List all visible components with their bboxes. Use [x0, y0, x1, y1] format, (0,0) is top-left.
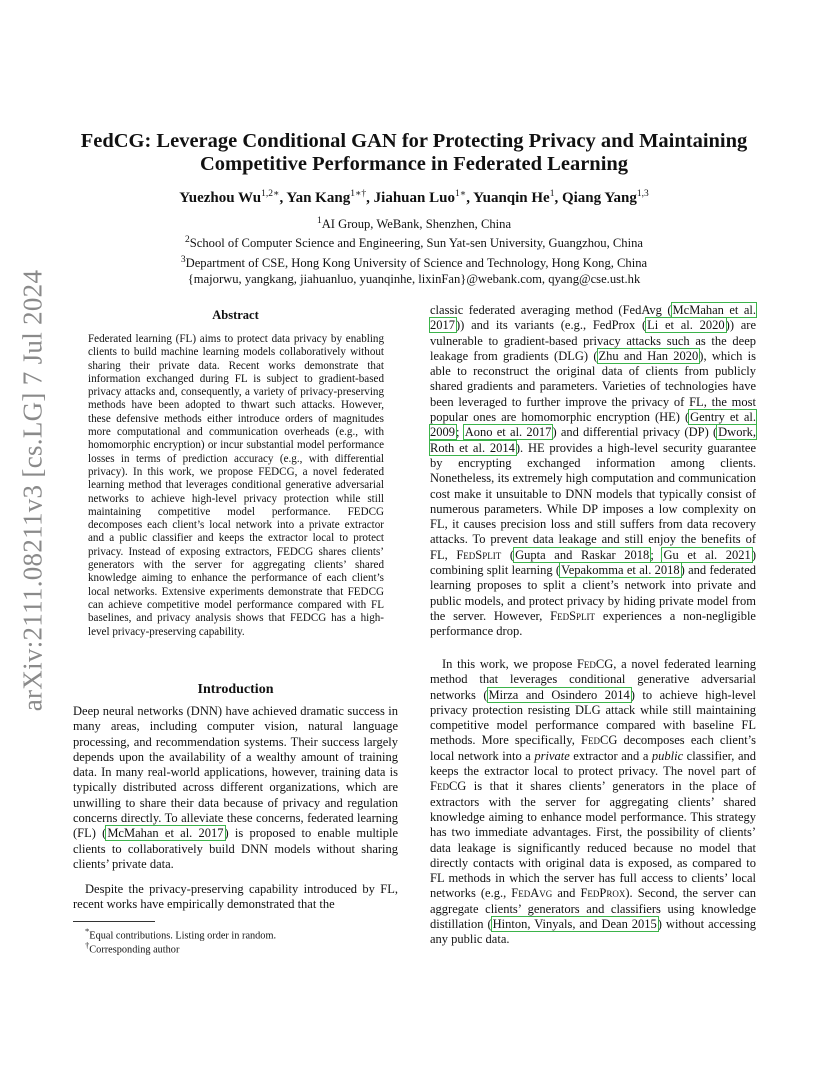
method-name: FedProx — [580, 886, 626, 901]
citation-link[interactable]: Li et al. 2020 — [647, 318, 725, 333]
author-affil-sup: 1,2∗ — [261, 189, 280, 199]
footnote-rule — [73, 921, 155, 922]
citation-link[interactable]: Mirza and Osindero 2014 — [488, 687, 630, 702]
author-name: Yuezhou Wu — [179, 190, 262, 206]
title-line-1: FedCG: Leverage Conditional GAN for Protecting Privacy and Maintaining — [80, 130, 748, 152]
affiliation-1: $^1$AI Group, WeBank, Shenzhen, China — [316, 216, 512, 232]
citation-link[interactable]: Hinton, Vinyals, and Dean 2015 — [492, 917, 657, 932]
right-paragraph-2: In this work, we propose FedCG, a novel federated learning method that leverages conditional generative adversarial networks (Mirza and Osindero 2014) to achieve high-level privacy protection resisting DLG attack while still maintaining competitive model performance compared with baseline FL methods. More specifically, FedCG decomposes each client’s local network into a private extractor and a public classifier, and keeps the extractor local to protect privacy. The novel part of FedCG is that it shares clients’ generators in the place of extractors with the server for aggregating clients’ shared knowledge aiming to enhance model performance. This strategy has two immediate advantages. First, the possibility of clients’ data leakage is significantly reduced because no model that directly contacts with original data is exposed, as compared to FL methods in which the server has full access to clients’ local networks (e.g., FedAvg and FedProx). Second, the server can aggregate clients’ generators and classifiers using knowledge distillation (Hinton, Vinyals, and Dean 2015) without accessing any public data. — [430, 657, 756, 947]
citation-link[interactable]: Zhu and Han 2020 — [598, 348, 699, 363]
citation-link[interactable]: McMahan et al. 2017 — [430, 303, 756, 333]
citation-link[interactable]: Gupta and Raskar 2018 — [515, 547, 650, 562]
right-paragraph-1: classic federated averaging method (FedAvg (McMahan et al. 2017)) and its variants (e.g., FedProx (Li et al. 2020)) are vulnerable to gradient-based privacy attacks such as the deep leakage from gradients (DLG) (Zhu and Han 2020), which is able to reconstruct the original data of clients from publicly shared gradients and parameters. Varieties of technologies have been leveraged to further improve the privacy of FL, the most popular ones are homomorphic encryption (HE) (Gentry et al. 2009; Aono et al. 2017) and differential privacy (DP) (Dwork, Roth et al. 2014). HE provides a high-level security guarantee by encrypting exchanged information among clients. Nonetheless, its extremely high computation and communication cost make it unsuitable to DNN models that typically consist of numerous parameters. While DP imposes a low complexity on FL, it causes precision loss and still suffers from data recovery attacks. To prevent data leakage and still enjoy the benefits of FL, FedSplit (Gupta and Raskar 2018; Gu et al. 2021) combining split learning (Vepakomma et al. 2018) and federated learning proposes to split a client’s network into private and public models, and protect privacy by hiding private model from the server. However, FedSplit experiences a non-negligible performance drop. — [430, 303, 756, 639]
author-name: Yuanqin He — [473, 190, 550, 206]
footnote-corresponding-author: †Corresponding author — [85, 940, 180, 956]
affiliation-2: $^2$School of Computer Science and Engineering, Sun Yat-sen University, Guangzhou, China — [185, 235, 643, 251]
author-name: Jiahuan Luo — [373, 190, 455, 206]
citation-link[interactable]: Vepakomma et al. 2018 — [561, 563, 680, 578]
affiliation-3: $^3$Department of CSE, Hong Kong University of Science and Technology, Hong Kong, China — [180, 254, 648, 271]
method-name: FedCG — [576, 657, 614, 671]
method-name: FedAvg — [511, 886, 553, 901]
author-name: Yan Kang — [286, 190, 351, 206]
abstract-text: Federated learning (FL) aims to protect data privacy by enabling clients to build machine learning models collaboratively without sharing their private data. Recent works demonstrate that information exchanged during FL is subject to gradient-based privacy attacks and, consequently, a variety of privacy-preserving methods have been adopted to thwart such attacks. However, these defensive methods either introduce orders of magnitudes more computational and communication overheads (e.g., with homomorphic encryption) or incur substantial model performance losses in terms of prediction accuracy (e.g., with differential privacy). In this work, we propose FEDCG, a novel federated learning method that leverages conditional generative adversarial networks to achieve high-level privacy protection while still maintaining competitive model performance. FEDCG decomposes each client’s local network into a private extractor and a public classifier and keeps the extractor local to protect privacy. Instead of exposing extractors, FEDCG shares clients’ generators with the server for aggregating clients’ shared knowledge aiming to enhance the performance of each client’s local networks. Extensive experiments demonstrate that FEDCG can achieve competitive model performance compared with FL baselines, and privacy analysis shows that FEDCG has a high-level privacy-preserving capability. — [88, 333, 384, 638]
citation-link[interactable]: Gentry et al. 2009 — [430, 410, 756, 440]
method-name: FedSplit — [550, 608, 596, 623]
arxiv-sidebar-stamp — [10, 269, 56, 711]
author-emails: {majorwu, yangkang, jiahuanluo, yuanqinhe, lixinFan}@webank.com, qyang@cse.ust.hk — [187, 272, 641, 287]
citation-link[interactable]: Gu et al. 2021 — [663, 547, 751, 562]
intro-paragraph-1: Deep neural networks (DNN) have achieved dramatic success in many areas, including computer vision, natural language processing, and recommendation systems. Their success largely depends upon the availability of a wealthy amount of training data. In many real-world applications, however, training data is typically distributed across different organizations, which are unwilling to share their data because of privacy and regulation concerns directly. To alleviate these concerns, federated learning (FL) (McMahan et al. 2017) is proposed to enable multiple clients to collaboratively build DNN models without sharing clients’ private data. — [73, 704, 399, 871]
author-affil-sup: 1∗ — [454, 189, 467, 199]
footnote-equal-contribution: *Equal contributions. Listing order in random. — [85, 926, 277, 942]
author-affil-sup: 1 — [549, 189, 555, 199]
paper-title — [80, 130, 748, 176]
citation-link[interactable]: McMahan et al. 2017 — [107, 826, 224, 841]
author-name: Qiang Yang — [561, 190, 637, 206]
affiliations — [80, 213, 748, 288]
title-line-2: Competitive Performance in Federated Learning — [199, 153, 629, 175]
abstract-heading: Abstract — [212, 308, 259, 322]
method-name: FedCG — [581, 733, 618, 748]
introduction-heading: Introduction — [197, 682, 274, 697]
method-name: FedSplit — [456, 547, 502, 562]
intro-paragraph-2: Despite the privacy-preserving capability introduced by FL, recent works have empirically demonstrated that the — [73, 882, 398, 912]
citation-link[interactable]: Aono et al. 2017 — [464, 425, 552, 440]
author-affil-sup: 1∗† — [350, 189, 367, 199]
author-list: Yuezhou $Wu^{1,2∗}$, Yan Kang$^{1∗\dagger}$, Jiahuan Luo$^{1∗}$, Yuanqin He$^1$, Qiang Yang$^{1,3}$ — [179, 189, 649, 206]
citation-link[interactable]: Dwork, Roth et al. 2014 — [430, 425, 756, 455]
arxiv-id: arXiv:2111.08211v3 [cs.LG] 7 Jul 2024 — [17, 269, 48, 711]
method-name: FedCG — [430, 779, 467, 794]
author-affil-sup: 1,3 — [636, 189, 649, 199]
